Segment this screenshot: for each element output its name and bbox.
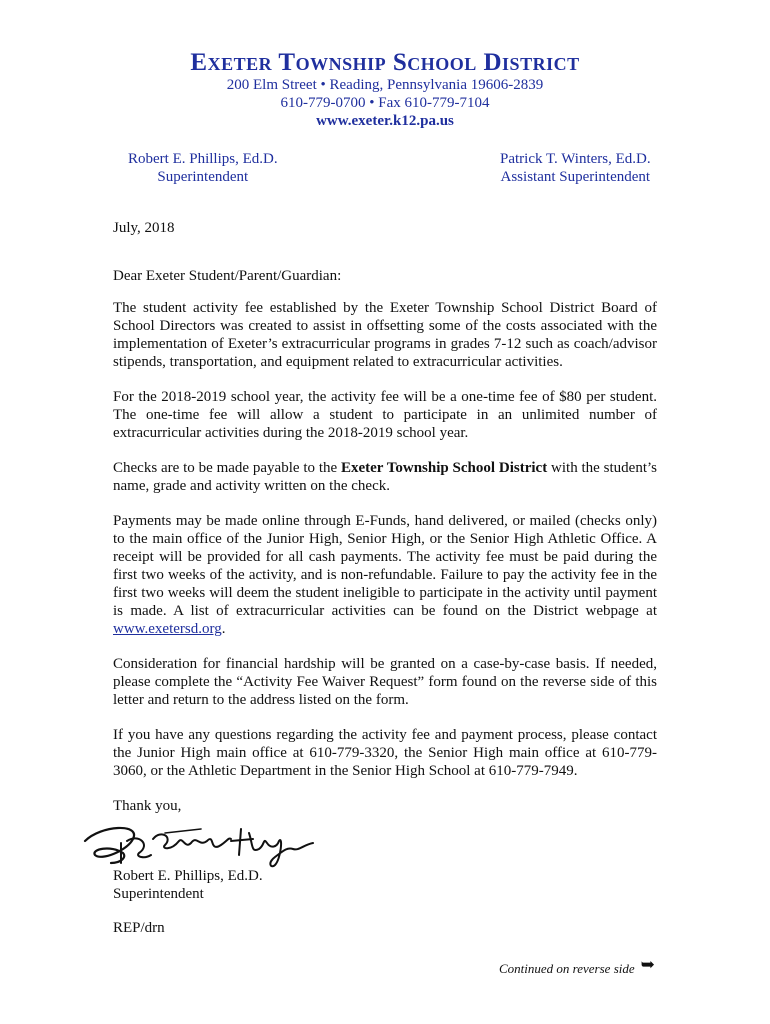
superintendent-title: Superintendent xyxy=(157,169,249,185)
signer-name: Robert E. Phillips, Ed.D. xyxy=(113,868,263,884)
letter-body xyxy=(113,219,657,954)
signer-title: Superintendent xyxy=(113,886,204,902)
superintendent-block xyxy=(128,150,278,186)
district-address: 200 Elm Street • Reading, Pennsylvania 19606-2839 xyxy=(226,77,544,93)
letter-date: July, 2018 xyxy=(113,220,175,236)
district-phone: 610-779-0700 • Fax 610-779-7104 xyxy=(280,95,490,111)
paragraph-purpose: The student activity fee established by the Exeter Township School District Board of School Directors was created to assist in offsetting some of the costs associated with the implementation of Exeter’s extracurricular programs in grades 7-12 such as coach/advisor stipends, transportation, and equipment related to extracurricular activities. xyxy=(113,300,657,370)
letterhead xyxy=(0,50,770,130)
continued-note xyxy=(499,955,655,978)
district-website: www.exeter.k12.pa.us xyxy=(316,113,454,129)
checks-text-a: Checks are to be made payable to the xyxy=(113,460,341,476)
continued-text: Continued on reverse side xyxy=(499,961,635,976)
typist-initials: REP/drn xyxy=(113,920,165,936)
paragraph-fee: For the 2018-2019 school year, the activity fee will be a one-time fee of $80 per student. The one-time fee will allow a student to participate in an unlimited number of extracurricular activities during the 2018-2019 school year. xyxy=(113,389,657,441)
district-name: Exeter Township School District xyxy=(190,49,580,76)
superintendent-name: Robert E. Phillips, Ed.D. xyxy=(128,151,278,167)
paragraph-checks xyxy=(113,459,657,495)
checks-payee: Exeter Township School District xyxy=(340,460,548,476)
assistant-superintendent-block xyxy=(500,150,651,186)
assistant-superintendent-title: Assistant Superintendent xyxy=(500,169,651,185)
checks-text-b: with the student’s name, grade and activity written on the check. xyxy=(113,460,657,494)
signature-image xyxy=(81,819,657,867)
assistant-superintendent-name: Patrick T. Winters, Ed.D. xyxy=(500,151,651,167)
curved-right-arrow-icon: ➥ xyxy=(640,955,655,974)
paragraph-payments xyxy=(113,512,657,638)
letter-closing: Thank you, xyxy=(113,798,182,814)
payments-period: . xyxy=(221,621,226,637)
payments-text: Payments may be made online through E-Funds, hand delivered, or mailed (checks only) to the main office of the Junior High, Senior High, or the Senior High Athletic Office. A receipt will be provided for all cash payments. The activity fee must be paid during the first two weeks of the activity, and is non-refundable. Failure to pay the activity fee in the first two weeks will deem the student ineligible to participate in the activity until payment is made. A list of extracurricular activities can be found on the District webpage at xyxy=(113,513,657,619)
signer-block xyxy=(113,867,657,903)
paragraph-hardship: Consideration for financial hardship will be granted on a case-by-case basis. If needed, please complete the “Activity Fee Waiver Request” form found on the reverse side of this letter and return to the address listed on the form. xyxy=(113,656,657,708)
district-webpage-link[interactable]: www.exetersd.org xyxy=(113,621,222,637)
letter-greeting: Dear Exeter Student/Parent/Guardian: xyxy=(113,268,342,284)
paragraph-contact: If you have any questions regarding the activity fee and payment process, please contact the Junior High main office at 610-779-3320, the Senior High main office at 610-779-3060, or the Athletic Department in the Senior High School at 610-779-7949. xyxy=(113,727,657,779)
